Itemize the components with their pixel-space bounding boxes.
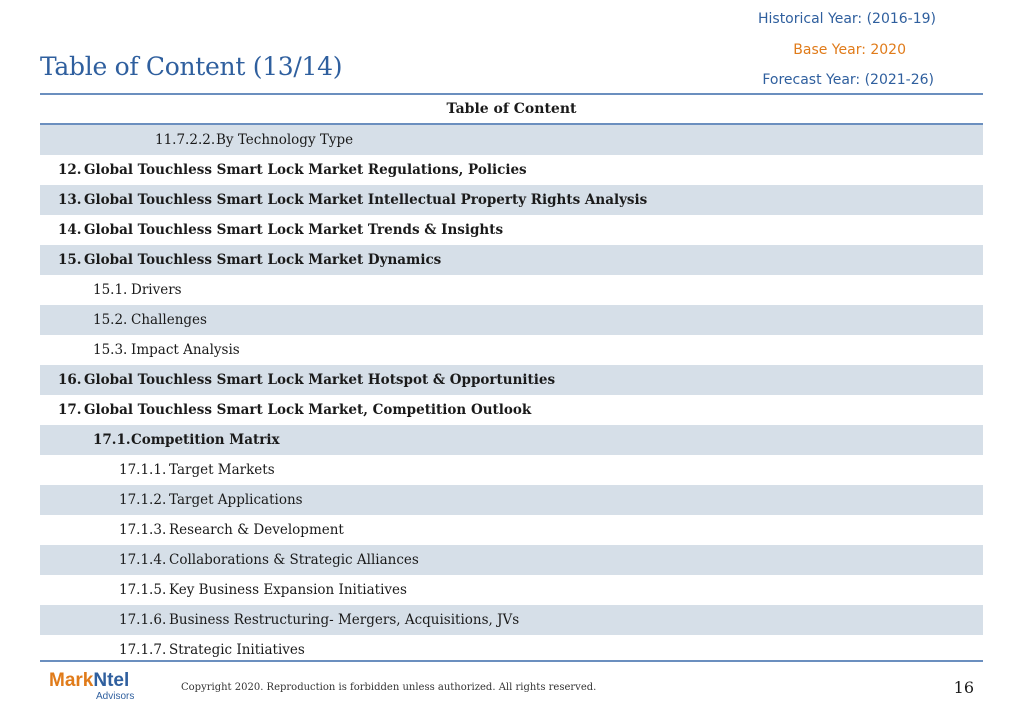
base-year: Base Year: 2020 bbox=[793, 42, 906, 58]
toc-row-number: 15.3. bbox=[93, 342, 128, 358]
bottom-divider bbox=[40, 660, 983, 662]
table-heading: Table of Content bbox=[40, 96, 983, 125]
toc-row-text: Global Touchless Smart Lock Market Regulations, Policies bbox=[84, 162, 527, 178]
toc-row-text: Global Touchless Smart Lock Market Hotspot & Opportunities bbox=[84, 372, 556, 388]
toc-row bbox=[40, 485, 983, 515]
toc-row-number: 15.1. bbox=[93, 282, 128, 298]
toc-row-text: Impact Analysis bbox=[131, 342, 240, 358]
toc-row-text: Challenges bbox=[131, 312, 207, 328]
toc-row bbox=[40, 335, 983, 365]
toc-row-text: Global Touchless Smart Lock Market, Competition Outlook bbox=[84, 402, 532, 418]
toc-table bbox=[40, 125, 983, 665]
logo-ntel-text: Ntel bbox=[93, 670, 130, 691]
toc-row bbox=[40, 515, 983, 545]
toc-row-number: 17.1. bbox=[93, 432, 131, 448]
toc-row bbox=[40, 605, 983, 635]
copyright-notice: Copyright 2020. Reproduction is forbidden unless authorized. All rights reserved. bbox=[181, 682, 597, 693]
toc-row-text: Drivers bbox=[131, 282, 182, 298]
toc-row bbox=[40, 575, 983, 605]
page-title: Table of Content (13/14) bbox=[40, 52, 343, 81]
toc-row bbox=[40, 125, 983, 155]
toc-row-number: 13. bbox=[58, 192, 82, 208]
toc-row-number: 17.1.6. bbox=[119, 612, 167, 628]
toc-row-number: 14. bbox=[58, 222, 82, 238]
toc-row-text: Collaborations & Strategic Alliances bbox=[169, 552, 419, 568]
toc-row-text: Target Markets bbox=[169, 462, 275, 478]
toc-row-text: Business Restructuring- Mergers, Acquisitions, JVs bbox=[169, 612, 520, 628]
toc-row-text: Competition Matrix bbox=[131, 432, 280, 448]
toc-row-number: 17.1.5. bbox=[119, 582, 167, 598]
toc-row-text: Target Applications bbox=[169, 492, 303, 508]
logo-sub-text: Advisors bbox=[96, 691, 135, 702]
toc-row bbox=[40, 455, 983, 485]
toc-row-text: Key Business Expansion Initiatives bbox=[169, 582, 407, 598]
page-number: 16 bbox=[953, 678, 974, 697]
toc-row-number: 17.1.2. bbox=[119, 492, 167, 508]
toc-row-text: By Technology Type bbox=[216, 132, 354, 148]
toc-row bbox=[40, 275, 983, 305]
top-divider bbox=[40, 93, 983, 95]
toc-row-text: Global Touchless Smart Lock Market Intellectual Property Rights Analysis bbox=[84, 192, 648, 208]
toc-row bbox=[40, 395, 983, 425]
toc-row bbox=[40, 425, 983, 455]
toc-row-text: Research & Development bbox=[169, 522, 344, 538]
toc-row bbox=[40, 155, 983, 185]
toc-row bbox=[40, 365, 983, 395]
toc-row-number: 11.7.2.2. bbox=[155, 132, 216, 148]
toc-row bbox=[40, 305, 983, 335]
toc-row-text: Strategic Initiatives bbox=[169, 642, 305, 658]
toc-row-number: 12. bbox=[58, 162, 82, 178]
forecast-year: Forecast Year: (2021-26) bbox=[762, 72, 934, 88]
toc-row bbox=[40, 245, 983, 275]
toc-row-number: 16. bbox=[58, 372, 82, 388]
toc-row-text: Global Touchless Smart Lock Market Trends & Insights bbox=[84, 222, 504, 238]
toc-row-number: 17.1.1. bbox=[119, 462, 167, 478]
toc-row-number: 15.2. bbox=[93, 312, 128, 328]
toc-row-number: 17.1.3. bbox=[119, 522, 167, 538]
toc-row bbox=[40, 215, 983, 245]
toc-row-number: 17.1.7. bbox=[119, 642, 167, 658]
logo-mark-text: Mark bbox=[49, 670, 94, 691]
toc-row bbox=[40, 545, 983, 575]
historical-year: Historical Year: (2016-19) bbox=[757, 11, 936, 27]
toc-row-text: Global Touchless Smart Lock Market Dynamics bbox=[84, 252, 442, 268]
toc-row-number: 17.1.4. bbox=[119, 552, 167, 568]
markntel-logo bbox=[49, 671, 139, 703]
toc-row-number: 15. bbox=[58, 252, 82, 268]
toc-row-number: 17. bbox=[58, 402, 82, 418]
toc-row bbox=[40, 185, 983, 215]
